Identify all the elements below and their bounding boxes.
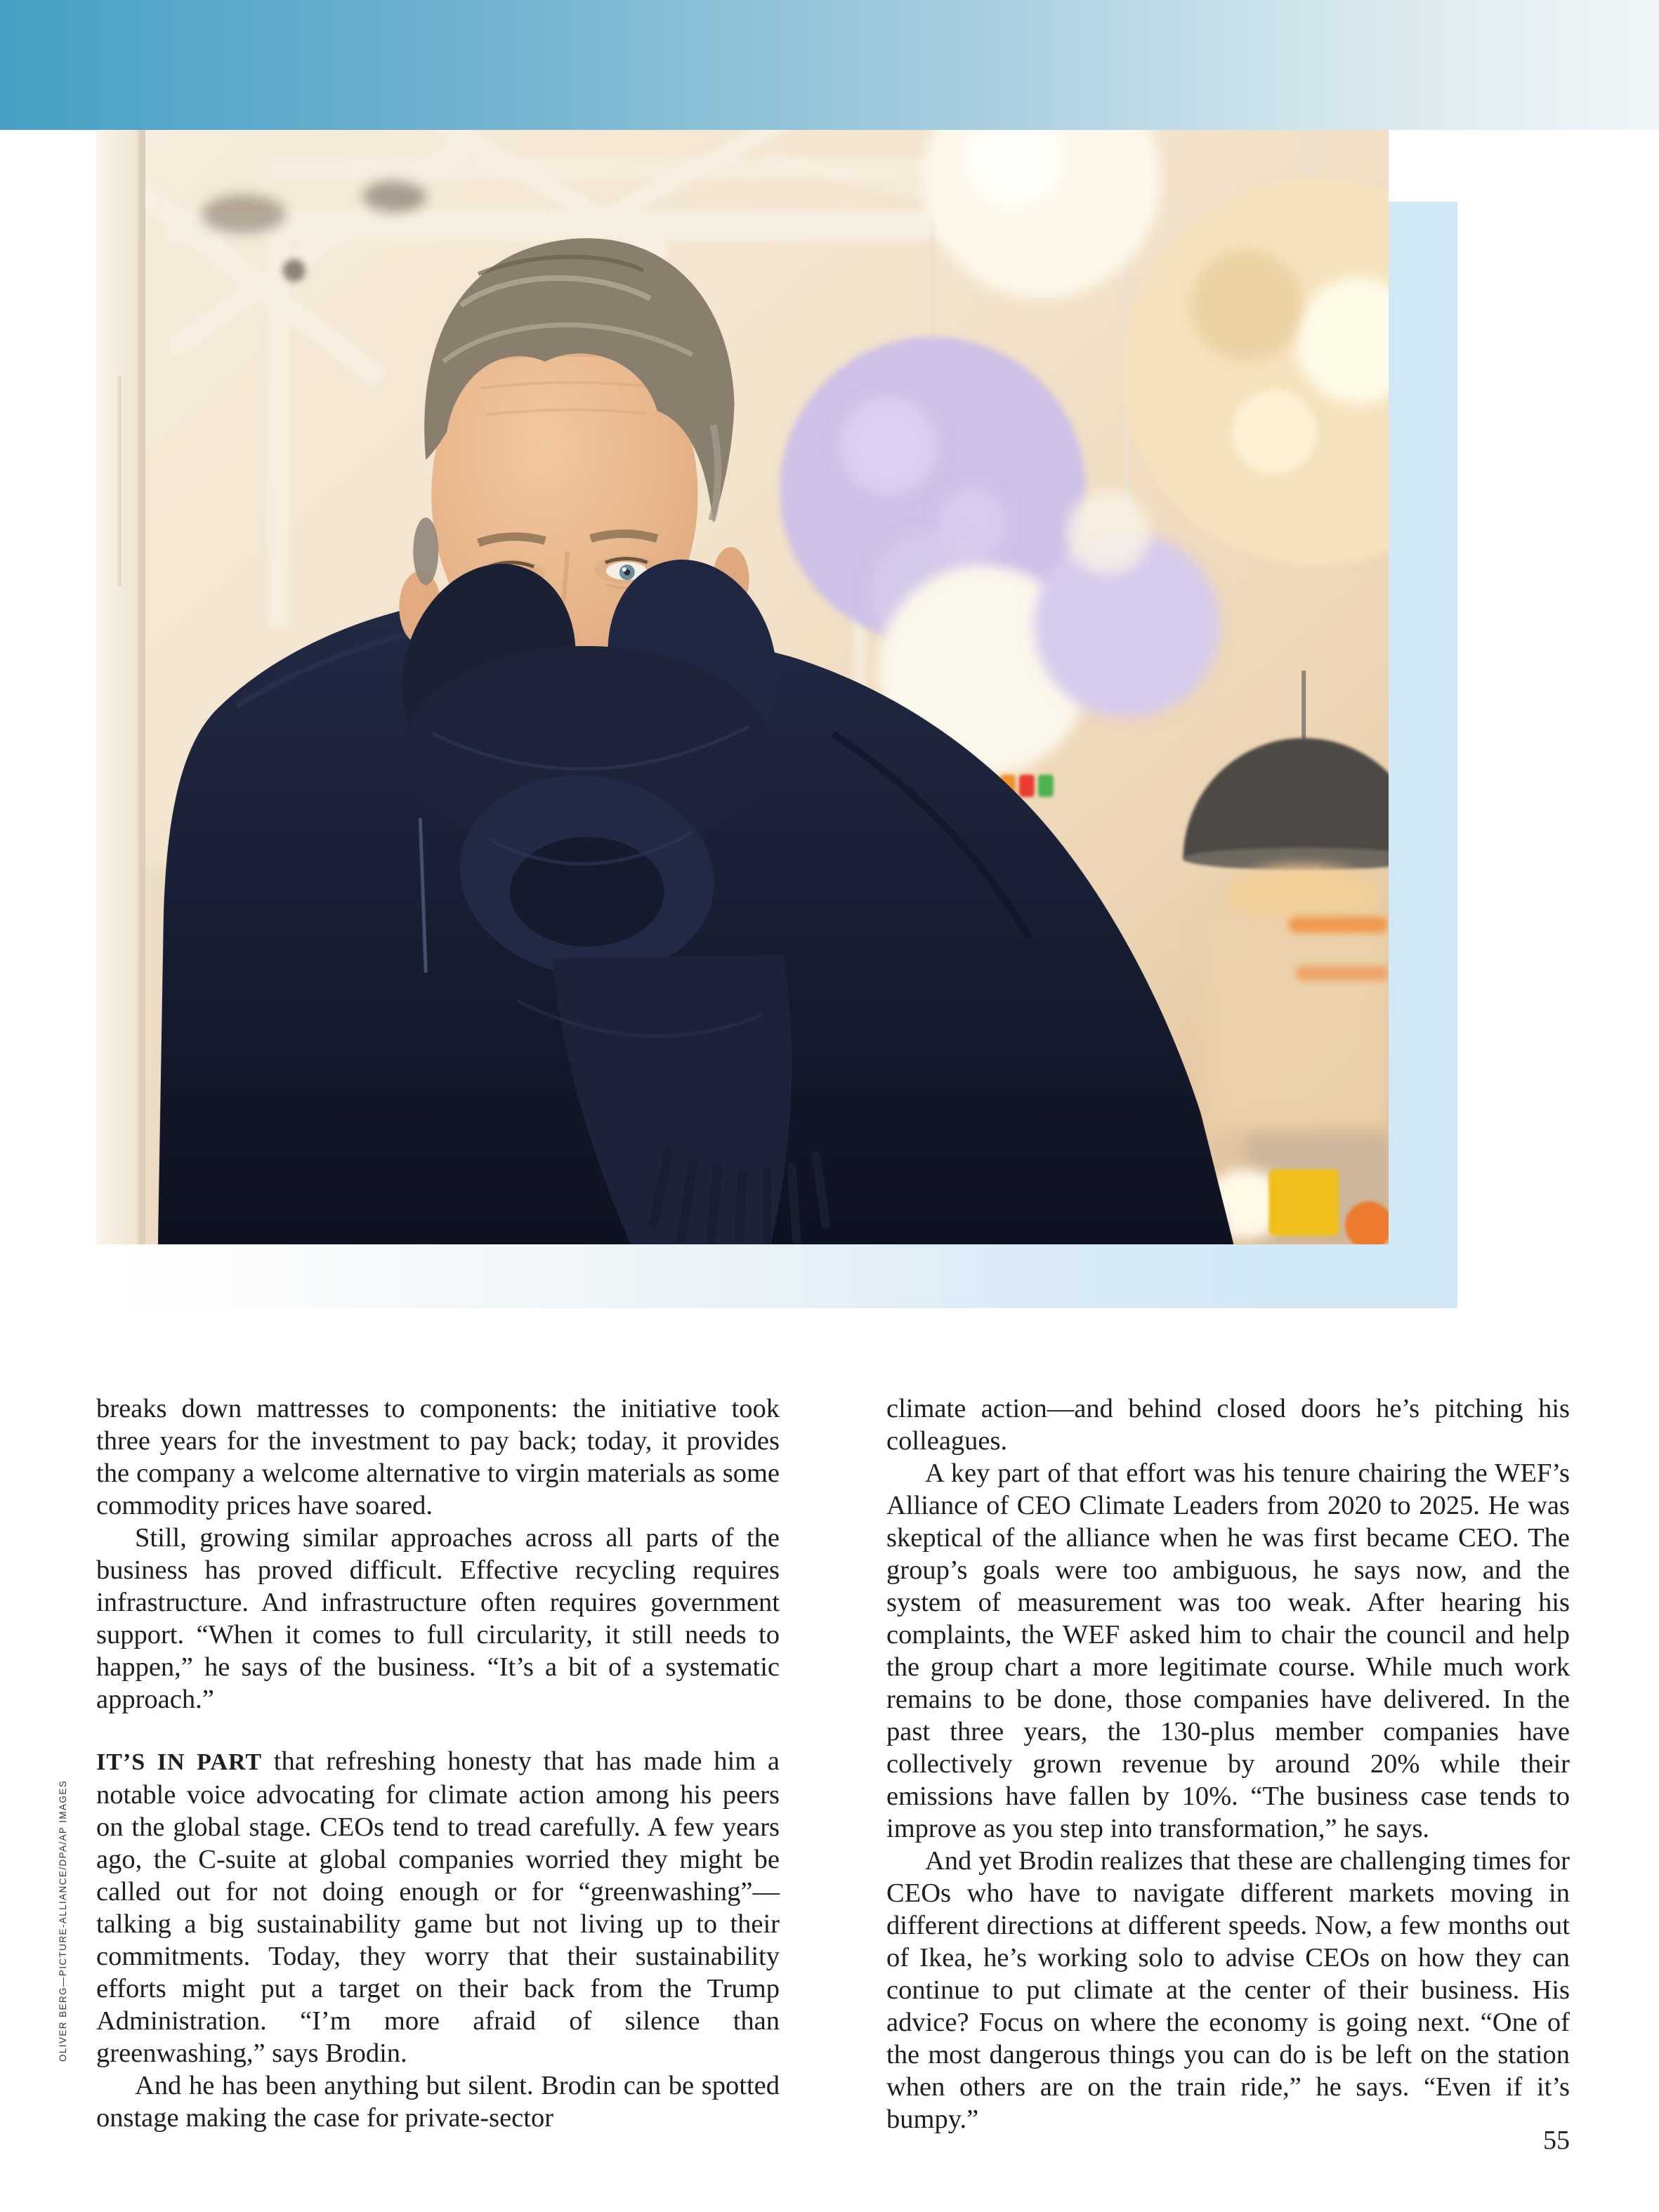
portrait-photo-illustration xyxy=(96,130,1389,1244)
paragraph-section-start xyxy=(96,1745,780,2069)
paragraph: breaks down mattresses to components: the initiative took three years for the investment to pay back; today, it provides the company a welcome alternative to virgin materials as some commodity prices have soared. xyxy=(96,1394,780,1520)
article-column-left xyxy=(96,1393,780,2134)
white-pillar xyxy=(96,130,145,1244)
top-gradient-bar xyxy=(0,0,1659,130)
blurred-shelves xyxy=(1193,916,1389,1244)
page-number: 55 xyxy=(1543,2126,1570,2155)
paragraph: And yet Brodin realizes that these are challenging times for CEOs who have to navigate different markets moving in different directions at different speeds. Now, a few months out of Ikea, he’s working solo to advise CEOs on how they can continue to put climate at the center of their business. His advice? Focus on where the economy is going next. “One of the most dangerous things you can do is be left on the station when others are on the train ride,” he says. “Even if it’s bumpy.” xyxy=(886,1846,1570,2134)
feature-photo xyxy=(96,130,1389,1244)
paragraph: A key part of that effort was his tenure chairing the WEF’s Alliance of CEO Climate Leaders from 2020 to 2025. He was skeptical of the alliance when he was first became CEO. The group’s goals were too ambiguous, he says now, and the system of measurement was too weak. After hearing his complaints, the WEF asked him to chair the council and help the group chart a more legitimate course. While much work remains to be done, those companies have delivered. In the past three years, the 130-plus member companies have collectively grown revenue by around 20% while their emissions have fallen by 10%. “The business case tends to improve as you step into transformation,” he says. xyxy=(886,1459,1570,1843)
paragraph: And he has been anything but silent. Brodin can be spotted onstage making the case for private-sector xyxy=(96,2071,780,2133)
paragraph: Still, growing similar approaches across all parts of the business has proved difficult. Effective recycling requires infrastructure. And infrastructure often requires government support. “When it comes to full circularity, it still needs to happen,” he says of the business. “It’s a bit of a systematic approach.” xyxy=(96,1523,780,1714)
article-column-right xyxy=(886,1393,1570,2135)
photo-credit: OLIVER BERG—PICTURE-ALLIANCE/DPA/AP IMAGES xyxy=(58,1779,68,2062)
paragraph-text: that refreshing honesty that has made him a notable voice advocating for climate action among his peers on the global stage. CEOs tend to tread carefully. A few years ago, the C-suite at global companies worried they might be called out for not doing enough or for “greenwashing”—talking a big sustainability game but not living up to their commitments. Today, they worry that their sustainability efforts might put a target on their back from the Trump Administration. “I’m more afraid of silence than greenwashing,” says Brodin. xyxy=(96,1746,780,2068)
section-lead-in: IT’S IN PART xyxy=(96,1749,263,1775)
yellow-cube-lantern xyxy=(1268,1169,1339,1236)
paragraph: climate action—and behind closed doors he’s pitching his colleagues. xyxy=(886,1394,1570,1456)
